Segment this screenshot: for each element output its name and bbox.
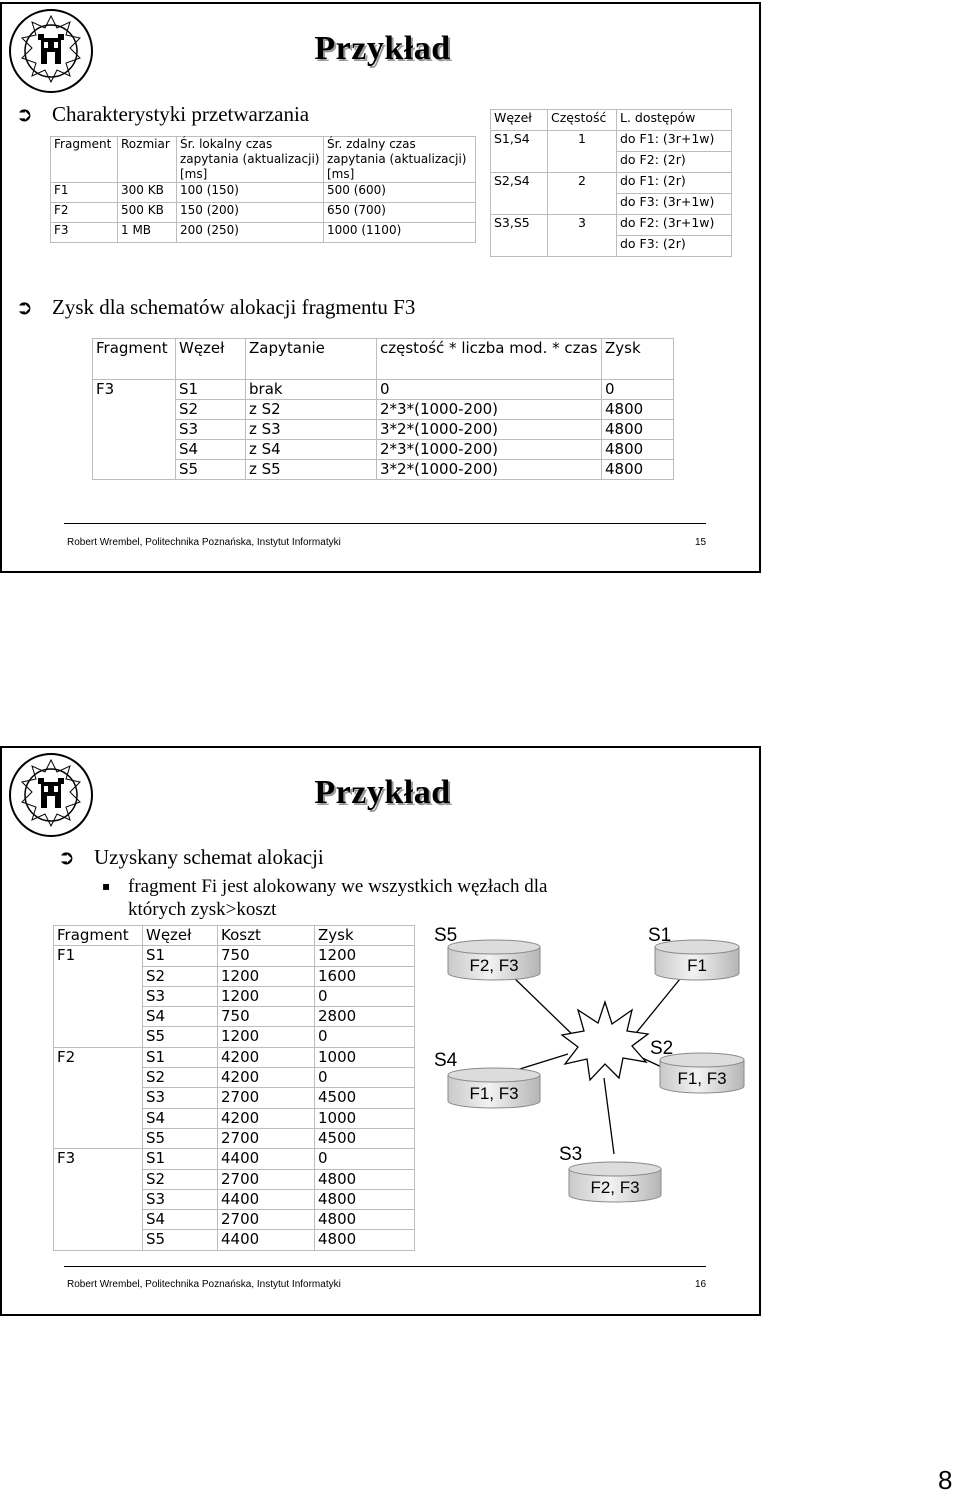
- header-cell: L. dostępów: [617, 110, 732, 131]
- cell: do F3: (3r+1w): [617, 194, 732, 215]
- cell: 4800: [315, 1230, 415, 1250]
- cell: S4: [143, 1007, 218, 1027]
- table-header-row: [491, 110, 732, 131]
- slide-15: [0, 2, 761, 573]
- header-cell: Rozmiar: [118, 137, 177, 183]
- cell: 4800: [602, 420, 674, 440]
- node-fragments: F1: [687, 956, 707, 975]
- cell: 1200: [218, 1027, 315, 1047]
- link-s3: [604, 1078, 614, 1154]
- cell: 1200: [315, 946, 415, 966]
- cell: 150 (200): [177, 203, 324, 223]
- node-fragments: F1, F3: [469, 1084, 519, 1103]
- table-row: [51, 203, 476, 223]
- network-node-s2: [650, 1038, 744, 1093]
- node-label: S4: [434, 1050, 458, 1071]
- arrow-bullet-icon: ➲: [58, 845, 75, 869]
- cell: 300 KB: [118, 183, 177, 203]
- cell: 2*3*(1000-200): [377, 400, 602, 420]
- footer-divider: [64, 523, 706, 524]
- header-cell: Węzeł: [491, 110, 548, 131]
- header-cell: Fragment: [93, 339, 176, 380]
- cell: S2: [143, 966, 218, 986]
- cell: 4200: [218, 1108, 315, 1128]
- sub-bullet-line: których zysk>koszt: [128, 899, 277, 920]
- table-header-row: [54, 926, 415, 946]
- bullet-text: Charakterystyki przetwarzania: [52, 102, 310, 126]
- cell: 1600: [315, 966, 415, 986]
- cell: S4: [143, 1210, 218, 1230]
- cell: 100 (150): [177, 183, 324, 203]
- table-row: [93, 400, 674, 420]
- cell: 1000: [315, 1047, 415, 1067]
- network-node-s4: [434, 1050, 540, 1108]
- cell: S4: [176, 440, 246, 460]
- cell: F2: [54, 1047, 143, 1148]
- cell: S1: [143, 946, 218, 966]
- cell: 4800: [602, 440, 674, 460]
- header-cell: Zysk: [602, 339, 674, 380]
- table-row: [491, 173, 732, 194]
- network-diagram: [422, 916, 758, 1216]
- cell: S3,S5: [491, 215, 548, 257]
- network-node-s3: [559, 1144, 661, 1202]
- cell: 500 KB: [118, 203, 177, 223]
- cell: S1: [143, 1047, 218, 1067]
- footer-text: Robert Wrembel, Politechnika Poznańska, Instytut Informatyki: [67, 537, 341, 548]
- bullet-characteristics: [16, 102, 309, 127]
- header-cell: Częstość: [548, 110, 617, 131]
- table-row: [491, 131, 732, 152]
- frequency-table: [490, 109, 732, 257]
- cell: z S2: [246, 400, 377, 420]
- arrow-bullet-icon: ➲: [16, 102, 33, 126]
- slide-title: Przykład: [314, 30, 451, 67]
- header-cell: Śr. lokalny czas zapytania (aktualizacji) [ms]: [177, 137, 324, 183]
- footer-text: Robert Wrembel, Politechnika Poznańska, Instytut Informatyki: [67, 1279, 341, 1290]
- cell: 3*2*(1000-200): [377, 460, 602, 480]
- cell: S1: [176, 380, 246, 400]
- cell: F1: [51, 183, 118, 203]
- cell: 0: [315, 986, 415, 1006]
- cell: 4400: [218, 1230, 315, 1250]
- cell: 750: [218, 1007, 315, 1027]
- header-cell: Węzeł: [176, 339, 246, 380]
- cell: do F2: (2r): [617, 152, 732, 173]
- cell: 650 (700): [324, 203, 476, 223]
- bullet-allocation-schema: [58, 845, 324, 870]
- bullet-text: Uzyskany schemat alokacji: [94, 845, 324, 869]
- cell: S2: [143, 1169, 218, 1189]
- cell: F3: [93, 380, 176, 480]
- cell: 2700: [218, 1088, 315, 1108]
- cell: F3: [54, 1149, 143, 1250]
- header-cell: Koszt: [218, 926, 315, 946]
- header-cell: Zysk: [315, 926, 415, 946]
- cell: 2800: [315, 1007, 415, 1027]
- cell: 2700: [218, 1128, 315, 1148]
- cell: 1200: [218, 986, 315, 1006]
- cell: 4400: [218, 1149, 315, 1169]
- cell: S1: [143, 1149, 218, 1169]
- gain-table: [92, 338, 674, 480]
- cylinder-top-icon: [448, 940, 540, 954]
- cell: S3: [143, 986, 218, 1006]
- cell: 4500: [315, 1088, 415, 1108]
- cell: 4500: [315, 1128, 415, 1148]
- link-s5: [510, 974, 576, 1038]
- cell: S2,S4: [491, 173, 548, 215]
- cell: S2: [176, 400, 246, 420]
- node-label: S3: [559, 1144, 583, 1165]
- node-fragments: F2, F3: [469, 956, 519, 975]
- node-label: S5: [434, 925, 458, 946]
- cylinder-top-icon: [448, 1068, 540, 1082]
- header-cell: Węzeł: [143, 926, 218, 946]
- cell: F3: [51, 223, 118, 243]
- table-row: [93, 460, 674, 480]
- square-bullet-icon: ▪: [102, 879, 111, 893]
- table-row: [491, 215, 732, 236]
- cell: do F2: (3r+1w): [617, 215, 732, 236]
- cell: 4800: [602, 460, 674, 480]
- cell: S1,S4: [491, 131, 548, 173]
- cell: S2: [143, 1068, 218, 1088]
- cell: S5: [143, 1027, 218, 1047]
- cell: S3: [143, 1088, 218, 1108]
- cell: do F1: (2r): [617, 173, 732, 194]
- cell: 1000 (1100): [324, 223, 476, 243]
- cell: S3: [143, 1189, 218, 1209]
- cell: 1 MB: [118, 223, 177, 243]
- cell: 1: [548, 131, 617, 173]
- cell: 750: [218, 946, 315, 966]
- slide-number: 15: [695, 537, 707, 548]
- cell: 2: [548, 173, 617, 215]
- cell: 2*3*(1000-200): [377, 440, 602, 460]
- table-row: [93, 420, 674, 440]
- table-row: [54, 1149, 415, 1169]
- cell: 3: [548, 215, 617, 257]
- node-fragments: F1, F3: [677, 1069, 727, 1088]
- slide-16: [0, 746, 761, 1316]
- footer-divider: [64, 1266, 706, 1267]
- cell: 4800: [315, 1189, 415, 1209]
- bullet-gain: [16, 295, 415, 320]
- header-cell: Fragment: [54, 926, 143, 946]
- table-header-row: [93, 339, 674, 380]
- network-node-s5: [434, 925, 540, 980]
- cell: S5: [143, 1230, 218, 1250]
- cell: 500 (600): [324, 183, 476, 203]
- table-row: [93, 440, 674, 460]
- table-row: [54, 1047, 415, 1067]
- cell: 0: [315, 1027, 415, 1047]
- cell: brak: [246, 380, 377, 400]
- cell: S5: [143, 1128, 218, 1148]
- cell: 0: [602, 380, 674, 400]
- cell: 2700: [218, 1169, 315, 1189]
- cell: 0: [377, 380, 602, 400]
- cell: 3*2*(1000-200): [377, 420, 602, 440]
- cell: 1000: [315, 1108, 415, 1128]
- cell: 4400: [218, 1189, 315, 1209]
- cell: 4800: [602, 400, 674, 420]
- table-row: [93, 380, 674, 400]
- header-cell: Śr. zdalny czas zapytania (aktualizacji) [ms]: [324, 137, 476, 183]
- link-s1: [632, 974, 684, 1038]
- cell: F1: [54, 946, 143, 1047]
- network-cloud-icon: [562, 1002, 648, 1080]
- network-node-s1: [648, 925, 739, 980]
- cell: S4: [143, 1108, 218, 1128]
- arrow-bullet-icon: ➲: [16, 295, 33, 319]
- cylinder-top-icon: [569, 1162, 661, 1176]
- table-row: [51, 183, 476, 203]
- cell: S5: [176, 460, 246, 480]
- cell: z S3: [246, 420, 377, 440]
- cell: do F1: (3r+1w): [617, 131, 732, 152]
- header-cell: Fragment: [51, 137, 118, 183]
- cell: 200 (250): [177, 223, 324, 243]
- cell: 1200: [218, 966, 315, 986]
- characteristics-table: [50, 136, 476, 243]
- cell: do F3: (2r): [617, 236, 732, 257]
- cell: 2700: [218, 1210, 315, 1230]
- table-row: [54, 946, 415, 966]
- cell: S3: [176, 420, 246, 440]
- cell: 4200: [218, 1047, 315, 1067]
- slide-title: Przykład: [314, 774, 451, 811]
- table-header-row: [51, 137, 476, 183]
- node-label: S1: [648, 925, 672, 946]
- cell: 4800: [315, 1210, 415, 1230]
- header-cell: Zapytanie: [246, 339, 377, 380]
- cell: F2: [51, 203, 118, 223]
- slide-number: 16: [695, 1279, 707, 1290]
- header-cell: częstość * liczba mod. * czas: [377, 339, 602, 380]
- cell: 0: [315, 1149, 415, 1169]
- node-label: S2: [650, 1038, 674, 1059]
- cell: z S4: [246, 440, 377, 460]
- bullet-text: Zysk dla schematów alokacji fragmentu F3: [52, 295, 416, 319]
- cell: 4800: [315, 1169, 415, 1189]
- node-fragments: F2, F3: [590, 1178, 640, 1197]
- allocation-table: [53, 925, 415, 1251]
- page-number: 8: [938, 1465, 953, 1495]
- cell: 4200: [218, 1068, 315, 1088]
- cell: 0: [315, 1068, 415, 1088]
- sub-bullet-line: fragment Fi jest alokowany we wszystkich węzłach dla: [128, 876, 548, 897]
- sub-bullet: [102, 875, 548, 921]
- cell: z S5: [246, 460, 377, 480]
- table-row: [51, 223, 476, 243]
